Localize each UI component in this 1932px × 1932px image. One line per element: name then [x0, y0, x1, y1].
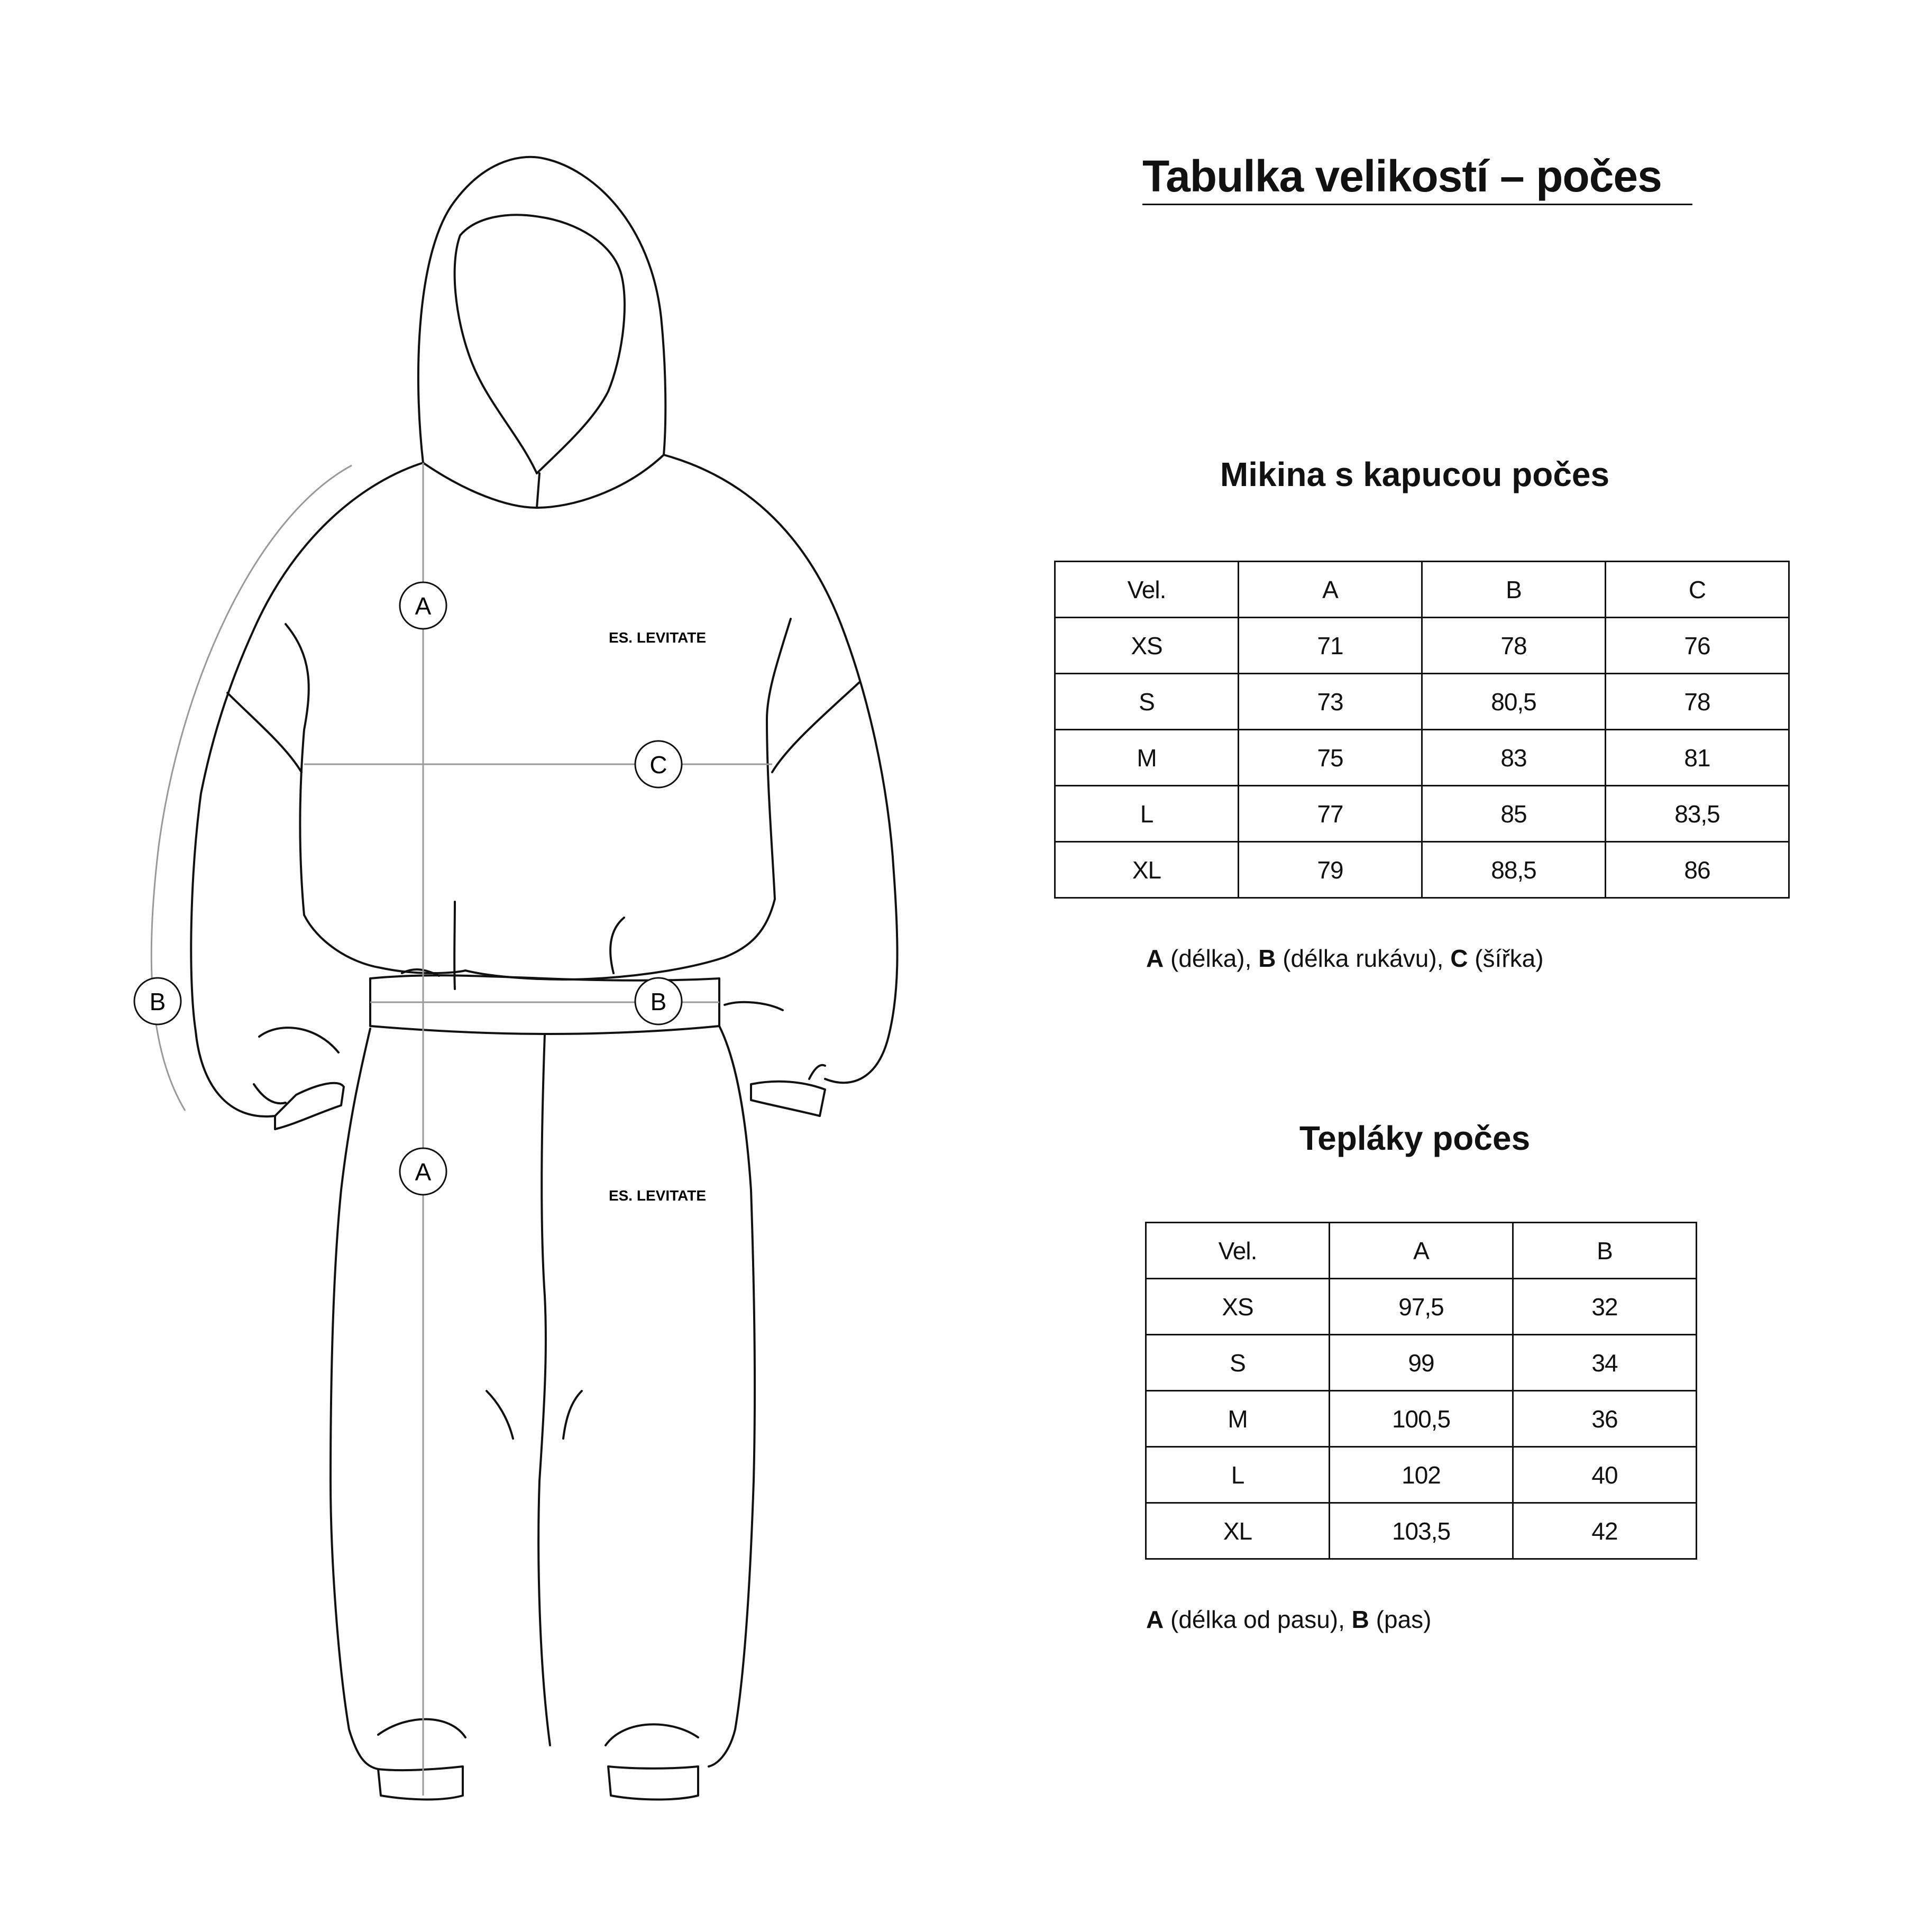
table-cell: 42 [1513, 1503, 1697, 1559]
table-header-row [1146, 1223, 1697, 1279]
left-pant-cuff [378, 1766, 463, 1800]
table-cell: 85 [1422, 786, 1606, 842]
right-ankle-fold [606, 1724, 698, 1745]
left-ankle-fold [378, 1719, 465, 1737]
right-hand-fold [725, 1002, 783, 1010]
table-row [1146, 1335, 1697, 1391]
column-header: B [1513, 1223, 1697, 1279]
column-header: B [1422, 562, 1606, 618]
legend-key: A [1146, 945, 1164, 972]
table-cell: 103,5 [1330, 1503, 1513, 1559]
table-cell: XS [1055, 618, 1239, 674]
tracksuit-illustration [0, 0, 952, 1932]
table-cell: XL [1146, 1503, 1330, 1559]
table-row [1146, 1391, 1697, 1447]
table-cell: 81 [1606, 730, 1789, 786]
table-cell: 32 [1513, 1279, 1697, 1335]
table-row [1146, 1447, 1697, 1503]
column-header: C [1606, 562, 1789, 618]
table-cell: 36 [1513, 1391, 1697, 1447]
right-body-seam [767, 619, 791, 899]
right-shoulder-seam [772, 682, 859, 772]
table-row [1055, 730, 1789, 786]
table-cell: 83,5 [1606, 786, 1789, 842]
hoodie-hem [304, 899, 775, 979]
table-row [1055, 618, 1789, 674]
table-cell: 40 [1513, 1447, 1697, 1503]
legend-key: B [1351, 1606, 1369, 1633]
title-underline [1142, 204, 1692, 205]
table-cell: XL [1055, 842, 1239, 898]
hem-fold-2 [610, 918, 624, 973]
table-cell: 79 [1239, 842, 1422, 898]
legend-key: A [1146, 1606, 1164, 1633]
pants-size-table [1145, 1222, 1697, 1560]
marker-sleeve-length [134, 978, 181, 1024]
column-header: Vel. [1146, 1223, 1330, 1279]
table-cell: 83 [1422, 730, 1606, 786]
table-cell: 88,5 [1422, 842, 1606, 898]
table-row [1055, 674, 1789, 730]
table-cell: 78 [1606, 674, 1789, 730]
right-knee-fold [563, 1391, 582, 1439]
hood-opening [455, 215, 625, 473]
table-row [1146, 1279, 1697, 1335]
table-header-row [1055, 562, 1789, 618]
table-cell: 71 [1239, 618, 1422, 674]
legend-desc: (pas) [1369, 1606, 1432, 1633]
svg-text:B: B [149, 988, 166, 1015]
table-cell: 73 [1239, 674, 1422, 730]
table-cell: 78 [1422, 618, 1606, 674]
svg-text:B: B [650, 988, 667, 1015]
hoodie-size-table [1054, 561, 1790, 899]
pants-crotch [538, 1034, 550, 1745]
pants-legend [1146, 1605, 1431, 1634]
legend-key: C [1450, 945, 1468, 972]
left-hand-fold-2 [254, 1084, 286, 1103]
legend-key: B [1258, 945, 1276, 972]
pants-section-title: Tepláky počes [1299, 1119, 1531, 1157]
table-cell: 77 [1239, 786, 1422, 842]
table-row [1146, 1503, 1697, 1559]
table-cell: 102 [1330, 1447, 1513, 1503]
table-cell: 86 [1606, 842, 1789, 898]
hoodie-section-title: Mikina s kapucou počes [1220, 455, 1610, 493]
legend-desc: (délka rukávu), [1276, 945, 1451, 972]
table-cell: M [1055, 730, 1239, 786]
svg-text:A: A [415, 1158, 432, 1186]
table-cell: XS [1146, 1279, 1330, 1335]
hoodie-legend [1146, 944, 1544, 973]
hoodie-right-side [664, 455, 898, 1083]
table-cell: L [1055, 786, 1239, 842]
marker-hoodie-length [400, 582, 446, 629]
table-cell: M [1146, 1391, 1330, 1447]
table-cell: L [1146, 1447, 1330, 1503]
left-knee-fold [487, 1391, 513, 1439]
pants-logo: ES. LEVITATE [608, 1187, 707, 1204]
table-cell: 99 [1330, 1335, 1513, 1391]
marker-waist [635, 978, 682, 1024]
hoodie-logo: ES. LEVITATE [608, 629, 707, 646]
table-cell: 97,5 [1330, 1279, 1513, 1335]
right-hand-fold-2 [809, 1065, 825, 1079]
hood-center-seam [537, 473, 539, 508]
pants-left-leg [331, 1029, 378, 1769]
sleeve-guide-line [151, 465, 352, 1111]
table-row [1055, 842, 1789, 898]
left-shoulder-seam [227, 693, 301, 772]
pants-right-leg [709, 1026, 755, 1766]
legend-desc: (délka), [1164, 945, 1259, 972]
left-hand-fold [259, 1028, 338, 1052]
table-cell: 34 [1513, 1335, 1697, 1391]
table-cell: 76 [1606, 618, 1789, 674]
right-cuff [751, 1082, 825, 1116]
marker-width [635, 741, 682, 788]
table-cell: 75 [1239, 730, 1422, 786]
collar [423, 455, 664, 508]
table-cell: 80,5 [1422, 674, 1606, 730]
column-header: A [1330, 1223, 1513, 1279]
table-row [1055, 786, 1789, 842]
table-cell: S [1055, 674, 1239, 730]
column-header: Vel. [1055, 562, 1239, 618]
svg-text:C: C [649, 751, 667, 779]
legend-desc: (šířka) [1468, 945, 1544, 972]
hoodie-left-side [191, 463, 423, 1116]
page-title: Tabulka velikostí – počes [1142, 151, 1662, 201]
hood-outline [418, 157, 665, 463]
marker-pants-length [400, 1148, 446, 1195]
table-cell: 100,5 [1330, 1391, 1513, 1447]
legend-desc: (délka od pasu), [1164, 1606, 1352, 1633]
table-cell: S [1146, 1335, 1330, 1391]
column-header: A [1239, 562, 1422, 618]
right-pant-cuff [608, 1766, 698, 1800]
left-body-seam [286, 624, 309, 915]
svg-text:A: A [415, 592, 432, 620]
left-cuff [275, 1083, 344, 1129]
